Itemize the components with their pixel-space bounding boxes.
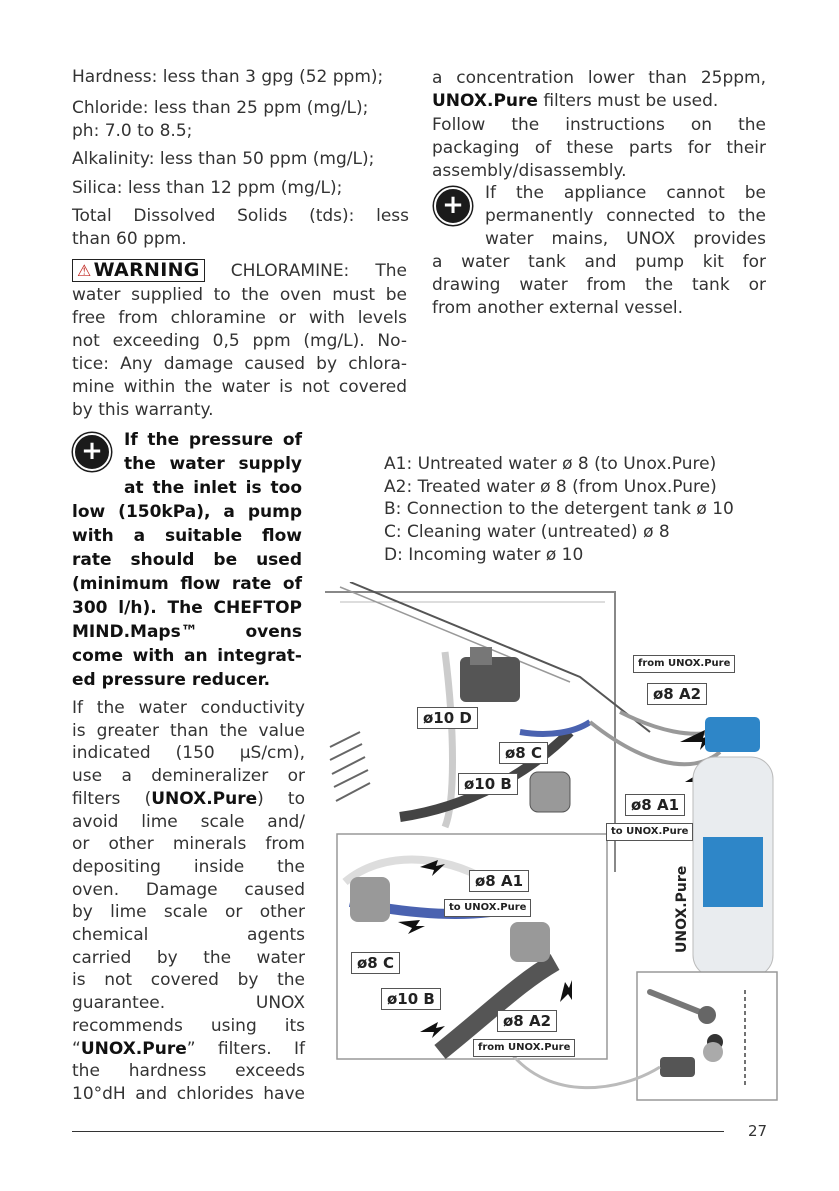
legend-d: D: Incoming water ø 10 — [384, 545, 584, 565]
conductivity-line: oven. Damage caused — [72, 879, 305, 900]
pressure-line-4: low (150kPa), a pump — [72, 502, 302, 522]
pressure-line-3: at the inlet is too — [124, 478, 302, 498]
label-c-top: ø8 C — [499, 742, 548, 764]
pressure-line-8: 300 l/h). The CHEFTOP — [72, 598, 302, 618]
label-a2-inset: ø8 A2 — [497, 1010, 557, 1032]
warning-triangle-icon: ⚠ — [77, 261, 92, 280]
conductivity-line: is greater than the value — [72, 720, 305, 741]
conductivity-line: avoid lime scale and/ — [72, 811, 305, 832]
warning-line-7: by this warranty. — [72, 400, 214, 420]
label-b-inset: ø10 B — [381, 988, 441, 1010]
warning-text: CHLORAMINE: The — [204, 261, 407, 281]
warning-line-3: free from chloramine or with levels — [72, 308, 407, 328]
spec-alkalinity: Alkalinity: less than 50 ppm (mg/L); — [72, 149, 375, 169]
conductivity-line: chemical agents — [72, 925, 305, 945]
tank-line-4: a water tank and pump kit for — [432, 252, 766, 272]
conductivity-line: carried by the water — [72, 947, 305, 968]
warning-line-2: water supplied to the oven must be — [72, 285, 407, 305]
conductivity-line: indicated (150 µS/cm), — [72, 743, 305, 764]
label-b-top: ø10 B — [458, 773, 518, 795]
conductivity-line: “UNOX.Pure” filters. If — [72, 1038, 305, 1059]
conductivity-line: the hardness exceeds — [72, 1061, 305, 1082]
right-line-5: assembly/disassembly. — [432, 161, 627, 181]
right-line-4: packaging of these parts for their — [432, 138, 766, 158]
label-from-unox-top: from UNOX.Pure — [633, 655, 735, 673]
warning-badge — [72, 259, 205, 282]
plus-icon: + — [434, 187, 472, 225]
label-to-unox-top: to UNOX.Pure — [606, 823, 693, 841]
legend-a1: A1: Untreated water ø 8 (to Unox.Pure) — [384, 454, 717, 474]
pressure-line-10: come with an integrat- — [72, 646, 302, 666]
spec-tds-line2: than 60 ppm. — [72, 229, 187, 249]
spec-hardness: Hardness: less than 3 gpg (52 ppm); — [72, 67, 384, 87]
pressure-line-1: If the pressure of — [124, 430, 302, 450]
conductivity-line: filters (UNOX.Pure) to — [72, 788, 305, 809]
label-a1-top: ø8 A1 — [625, 794, 685, 816]
tank-line-3: water mains, UNOX provides — [485, 229, 766, 249]
conductivity-line: is not covered by the — [72, 970, 305, 991]
legend-b: B: Connection to the detergent tank ø 10 — [384, 499, 734, 519]
conductivity-line: or other minerals from — [72, 834, 305, 855]
spec-chloride: Chloride: less than 25 ppm (mg/L); — [72, 98, 369, 118]
warning-line-1 — [72, 259, 407, 283]
pressure-line-9: MIND.Maps™ ovens — [72, 622, 302, 642]
legend-c: C: Cleaning water (untreated) ø 8 — [384, 522, 670, 542]
tank-line-5: drawing water from the tank or — [432, 275, 766, 295]
label-from-unox-inset: from UNOX.Pure — [473, 1039, 575, 1057]
pressure-line-2: the water supply — [124, 454, 302, 474]
pressure-line-11: ed pressure reducer. — [72, 670, 271, 690]
conductivity-line: recommends using its — [72, 1015, 305, 1036]
warning-line-6: mine within the water is not covered — [72, 377, 407, 397]
plus-icon: + — [73, 433, 111, 471]
conductivity-line: If the water conductivity — [72, 698, 305, 718]
conductivity-line: guarantee. UNOX — [72, 993, 305, 1014]
tank-line-2: permanently connected to the — [485, 206, 766, 226]
tank-line-6: from another external vessel. — [432, 298, 684, 318]
right-line-3: Follow the instructions on the — [432, 115, 766, 135]
label-to-unox-inset: to UNOX.Pure — [444, 899, 531, 917]
footer-rule — [72, 1131, 724, 1132]
pressure-line-5: with a suitable flow — [72, 526, 302, 546]
label-a2-top: ø8 A2 — [647, 683, 707, 705]
right-line-1: a concentration lower than 25ppm, — [432, 68, 766, 88]
label-d: ø10 D — [417, 707, 478, 729]
pressure-line-6: rate should be used — [72, 550, 302, 570]
spec-tds-line1: Total Dissolved Solids (tds): less — [72, 206, 409, 226]
right-line-2: UNOX.Pure filters must be used. — [432, 91, 719, 111]
conductivity-line: 10°dH and chlorides have — [72, 1083, 305, 1104]
warning-badge-label: WARNING — [93, 259, 200, 281]
page-number: 27 — [748, 1122, 768, 1140]
conductivity-line: depositing inside the — [72, 856, 305, 877]
tank-line-1: If the appliance cannot be — [485, 183, 766, 203]
pressure-line-7: (minimum flow rate of — [72, 574, 302, 594]
warning-line-4: not exceeding 0,5 ppm (mg/L). No- — [72, 331, 407, 351]
label-a1-inset: ø8 A1 — [469, 870, 529, 892]
spec-ph: ph: 7.0 to 8.5; — [72, 121, 193, 141]
conductivity-line: by lime scale or other — [72, 902, 305, 923]
filter-brand-label: UNOX.Pure — [674, 865, 690, 953]
legend-a2: A2: Treated water ø 8 (from Unox.Pure) — [384, 477, 717, 497]
conductivity-line: use a demineralizer or — [72, 766, 305, 787]
warning-line-5: tice: Any damage caused by chlora- — [72, 354, 407, 374]
spec-silica: Silica: less than 12 ppm (mg/L); — [72, 178, 343, 198]
label-c-inset: ø8 C — [351, 952, 400, 974]
